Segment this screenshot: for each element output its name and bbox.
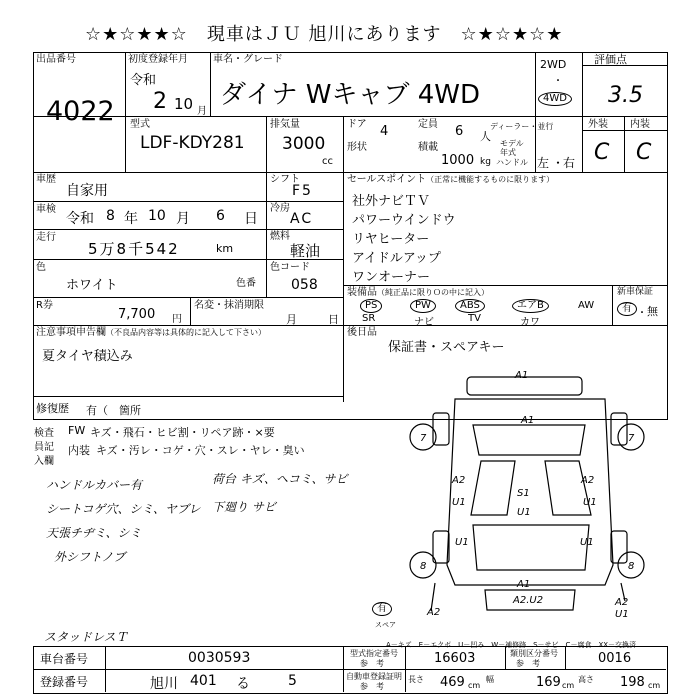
load-unit: kg <box>480 157 491 167</box>
equip-sr: SR <box>362 313 376 324</box>
handwritten-note: 外シフトノブ <box>54 550 126 564</box>
inspection-d: 日 <box>244 211 258 227</box>
inspection-m: 月 <box>176 211 190 227</box>
handle-label: ハンドル <box>496 158 528 167</box>
grade-value: 3.5 <box>608 83 643 108</box>
displacement-label: 排気量 <box>270 119 300 130</box>
width-label: 幅 <box>486 675 494 684</box>
fuel-value: 軽油 <box>290 242 321 260</box>
length-label: 長さ <box>408 675 424 684</box>
cert-label: 自動車登録証明 <box>346 672 402 681</box>
load-label: 積載 <box>418 142 438 153</box>
interior-label: 内装 <box>630 119 650 130</box>
equip-leather: カワ <box>520 317 540 328</box>
color-value: ホワイト <box>66 278 118 293</box>
notes-text: 夏タイヤ積込み <box>42 349 133 364</box>
handwritten-note: 荷台 キズ、ヘコミ、サビ <box>212 472 348 486</box>
drive-dot: ・ <box>553 76 563 87</box>
displacement-value: 3000 <box>282 134 326 154</box>
new-record-dot: ・ <box>637 308 647 319</box>
capacity-unit: 人 <box>480 130 491 143</box>
tire-mark-tl: 7 <box>420 433 427 444</box>
mark-s1: S1 <box>517 488 530 499</box>
name-change-day: 日 <box>328 313 339 326</box>
inspection-y: 年 <box>124 211 138 227</box>
mark-a2-br: A2 <box>615 597 629 608</box>
mark-a1-mid: A1 <box>521 415 535 426</box>
equipment-label <box>347 287 489 298</box>
equip-navi: ナビ <box>414 317 434 328</box>
shift-value: F5 <box>292 183 313 199</box>
handwritten-note: シートコゲ穴、シミ、ヤブレ <box>46 502 201 516</box>
mileage-value: 5万8千542 <box>88 240 180 258</box>
type-no-sub: 参 考 <box>360 659 384 668</box>
mark-u1-br2: U1 <box>615 609 629 620</box>
grade-label: 評価点 <box>594 53 627 66</box>
registration-month-unit: 月 <box>197 106 207 117</box>
spare-label: スペア <box>375 621 396 629</box>
lot-number: 4022 <box>46 96 115 127</box>
registration-label: 初度登録年月 <box>128 54 188 65</box>
inspection-year: 8 <box>106 208 115 224</box>
damage-legend: A－キズ E－エクボ U－凹み W－補修跡 S－サビ C－腐食 XX－交換済 <box>386 641 637 649</box>
vehicle-name: ダイナ Wキャブ 4WD <box>220 80 480 110</box>
inspector-fw: キズ・飛石・ヒビ割・リペア跡・×要 <box>90 426 275 439</box>
tire-mark-bl: 8 <box>420 561 427 572</box>
equip-pw: PW <box>410 299 436 313</box>
capacity-label: 定員 <box>418 119 438 130</box>
height-value: 198 <box>620 675 645 690</box>
registration-year: 2 <box>153 89 167 114</box>
sales-points-note: （正常に機能するものに限ります） <box>426 175 555 184</box>
doors-value: 4 <box>380 124 389 139</box>
height-label: 高さ <box>578 675 594 684</box>
new-record-no: 無 <box>647 305 658 318</box>
lot-label: 出品番号 <box>36 54 76 65</box>
notes-note: （不良品内容等は具体的に記入して下さい） <box>106 328 266 337</box>
name-change-month: 月 <box>286 313 297 326</box>
shape-label: 形状 <box>347 142 367 153</box>
equip-aw: AW <box>578 300 595 311</box>
drive-4wd: 4WD <box>538 92 572 106</box>
mark-u1-left: U1 <box>452 497 466 508</box>
inspector-in: キズ・汚レ・コゲ・穴・スレ・ヤレ・臭い <box>96 444 305 457</box>
mark-a1-top: A1 <box>515 370 529 381</box>
mark-u1-bl: U1 <box>455 537 469 548</box>
interior-grade: C <box>636 140 652 165</box>
tire-mark-tr: 7 <box>628 433 635 444</box>
exterior-label: 外装 <box>588 119 608 130</box>
displacement-unit: cc <box>322 156 333 167</box>
recycle-unit: 円 <box>172 314 182 325</box>
model-year-label: モデル年式 <box>500 139 524 157</box>
after-label: 後日品 <box>347 327 377 338</box>
shift-label: シフト <box>270 174 300 185</box>
repair-value: 有（ 箇所 <box>86 404 141 417</box>
color-code-label: 色コード <box>270 262 310 273</box>
repair-label: 修復歴 <box>36 402 69 415</box>
handwritten-note: 下廻り サビ <box>212 500 276 514</box>
sales-points-label <box>347 174 554 185</box>
sales-point-item: リヤヒーター <box>352 232 430 247</box>
usage-value: 自家用 <box>66 183 108 199</box>
tires-note: スタッドレスＴ <box>44 630 128 644</box>
class-no-sub: 参 考 <box>516 659 540 668</box>
sales-point-item: ワンオーナー <box>352 270 431 285</box>
notes-title: 注意事項申告欄 <box>36 327 106 338</box>
sales-point-item: アイドルアップ <box>352 251 441 266</box>
sales-point-item: 社外ナビＴＶ <box>352 194 431 209</box>
type-no-value: 16603 <box>434 651 476 666</box>
chassis-label: 車台番号 <box>40 652 89 666</box>
capacity-value: 6 <box>455 124 464 139</box>
mark-a2-right: A2 <box>581 475 595 486</box>
equipment-title: 装備品 <box>347 287 377 298</box>
handwritten-note: 天張チヂミ、シミ <box>46 526 142 540</box>
inspection-month: 10 <box>148 208 166 224</box>
cert-sub: 参 考 <box>360 682 384 691</box>
mark-a2-bl: A2 <box>427 607 441 618</box>
length-value: 469 <box>440 675 465 690</box>
color-code-num-label: 色番 <box>236 278 256 289</box>
handle-left: 左 <box>537 156 550 170</box>
after-value: 保証書・スペアキー <box>388 340 505 355</box>
sales-points-title: セールスポイント <box>347 174 427 185</box>
ac-label: 冷房 <box>270 203 290 214</box>
usage-label: 車歴 <box>36 174 56 185</box>
height-unit: cm <box>648 681 661 690</box>
class-no-value: 0016 <box>598 651 632 666</box>
color-label: 色 <box>36 262 46 273</box>
recycle-value: 7,700 <box>118 307 156 322</box>
mileage-unit: km <box>216 242 234 255</box>
equip-ps: PS <box>360 299 382 313</box>
handle-right: 右 <box>563 156 576 170</box>
width-unit: cm <box>562 681 575 690</box>
handwritten-note: ハンドルカバー有 <box>46 478 143 492</box>
equipment-note: （純正品に限りＯの中に記入） <box>377 288 489 297</box>
length-unit: cm <box>468 681 481 690</box>
vehicle-condition-diagram <box>395 365 667 630</box>
type-no-label: 型式指定番号 <box>350 649 398 658</box>
inspection-era: 令和 <box>66 211 94 227</box>
equip-tv: TV <box>468 313 481 324</box>
equip-airbag: エアB <box>512 299 549 313</box>
recycle-label: R券 <box>36 300 53 311</box>
inspector-in-label: 内装 <box>68 444 90 457</box>
inspector-label: 検査員記入欄 <box>34 428 54 467</box>
mark-a2-left: A2 <box>452 475 466 486</box>
tire-mark-br: 8 <box>628 561 635 572</box>
spare-mark: 有 <box>372 602 392 616</box>
plate-area: 旭川 <box>150 676 178 692</box>
load-value: 1000 <box>441 153 475 168</box>
new-record-label: 新車保証 <box>617 287 654 297</box>
handle-dot: ・ <box>552 156 565 170</box>
color-code: 058 <box>291 277 318 293</box>
model-value: LDF-KDY281 <box>140 133 245 153</box>
registration-month: 10 <box>174 95 194 113</box>
name-change-label: 名変・抹消期限 <box>194 300 264 311</box>
plate-kana: る <box>236 676 250 692</box>
vehicle-label: 車名・グレード <box>213 54 283 65</box>
plate-number: 5 <box>288 673 297 689</box>
exterior-grade: C <box>594 140 610 165</box>
inspector-fw-label: FW <box>68 424 86 437</box>
equip-abs: ABS <box>455 299 485 313</box>
page-title: ☆★☆★★☆ 現車はＪＵ 旭川にあります ☆★☆★☆★ <box>85 24 564 45</box>
mark-a1-bot: A1 <box>517 579 531 590</box>
chassis-value: 0030593 <box>188 650 251 666</box>
plate-label: 登録番号 <box>40 675 89 689</box>
mileage-label: 走行 <box>36 232 56 243</box>
mark-u1-center: U1 <box>517 507 531 518</box>
mark-u1-br: U1 <box>580 537 594 548</box>
inspection-label: 車検 <box>36 204 56 215</box>
new-record-yes: 有 <box>617 302 637 316</box>
doors-label: ドア <box>347 119 367 130</box>
plate-class: 401 <box>190 673 217 689</box>
mark-a2u2: A2.U2 <box>513 595 544 606</box>
drive-2wd: 2WD <box>540 58 567 71</box>
fuel-label: 燃料 <box>270 231 290 242</box>
mark-u1-right: U1 <box>583 497 597 508</box>
ac-value: AC <box>290 211 314 227</box>
width-value: 169 <box>536 675 561 690</box>
inspection-day: 6 <box>216 208 225 224</box>
dealer-label: ディーラー・並行 <box>490 122 554 131</box>
model-label: 型式 <box>130 119 150 130</box>
class-no-label: 類別区分番号 <box>510 649 558 658</box>
registration-era: 令和 <box>130 73 157 88</box>
sales-point-item: パワーウインドウ <box>352 213 456 228</box>
notes-label <box>36 327 266 338</box>
